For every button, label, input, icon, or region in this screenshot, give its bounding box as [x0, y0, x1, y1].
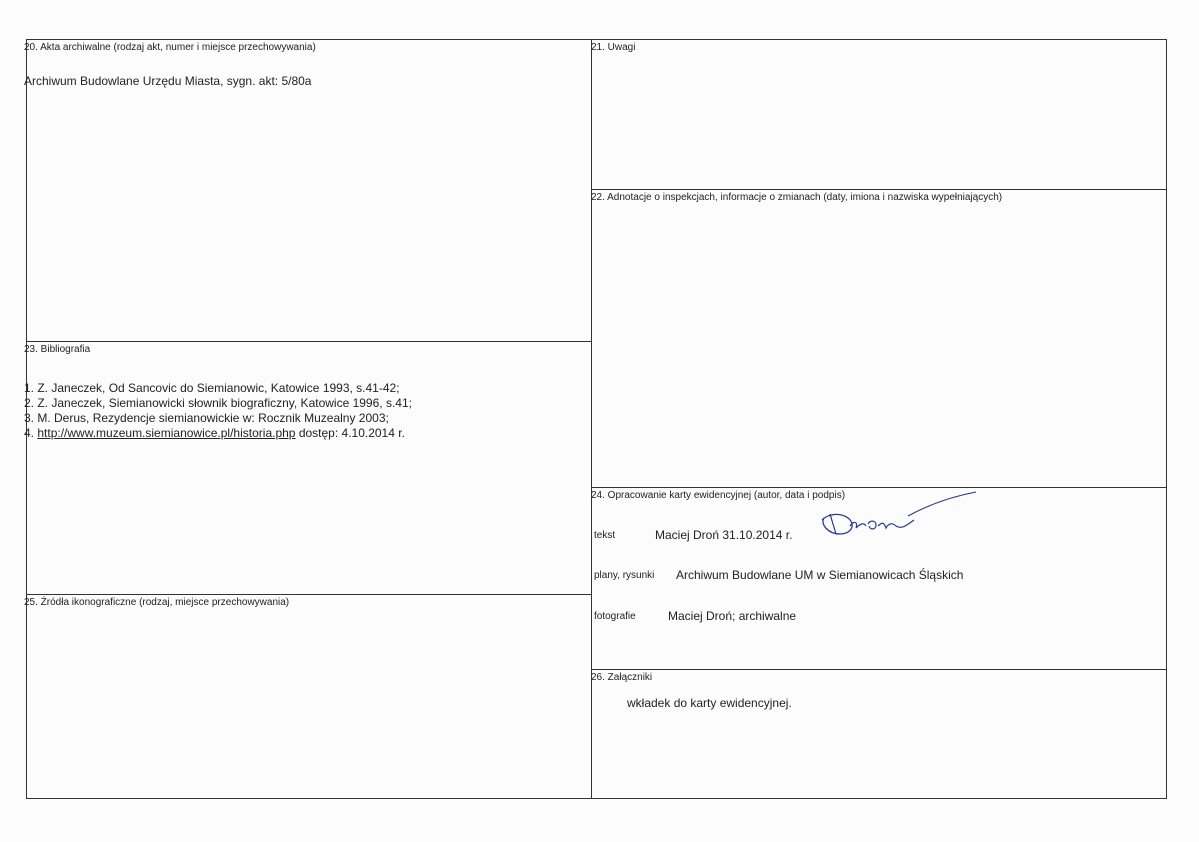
column-divider	[591, 39, 592, 799]
fotografie-value: Maciej Droń; archiwalne	[668, 609, 797, 623]
section-22-label: 22. Adnotacje o inspekcjach, informacje o zmianach (daty, imiona i nazwiska wypełniających)	[591, 192, 1003, 203]
bibliography-item	[24, 396, 412, 411]
section-24-label: 24. Opracowanie karty ewidencyjnej (autor, data i podpis)	[591, 490, 846, 501]
bibliography-item-text: Z. Janeczek, Siemianowicki słownik biograficzny, Katowice 1996, s.41;	[34, 396, 412, 410]
bibliography-item-text: M. Derus, Rezydencje siemianowickie w: Rocznik Muzealny 2003;	[34, 411, 389, 425]
fotografie-label: fotografie	[594, 611, 636, 622]
section-21-label: 21. Uwagi	[591, 42, 636, 53]
plany-label: plany, rysunki	[594, 570, 655, 581]
tekst-value: Maciej Droń 31.10.2014 r.	[655, 528, 793, 542]
section-26-label: 26. Załączniki	[591, 672, 653, 683]
divider-22-24	[591, 487, 1167, 488]
section-26-value: wkładek do karty ewidencyjnej.	[627, 696, 792, 710]
bibliography-item	[24, 426, 412, 441]
bibliography-list	[24, 381, 412, 441]
divider-21-22	[591, 189, 1167, 190]
bibliography-item	[24, 411, 412, 426]
bibliography-item	[24, 381, 412, 396]
bibliography-item-number: 2.	[24, 396, 35, 410]
bibliography-item-number: 1.	[24, 381, 35, 395]
tekst-label: tekst	[594, 530, 616, 541]
divider-24-26	[591, 669, 1167, 670]
plany-value: Archiwum Budowlane UM w Siemianowicach Śląskich	[676, 568, 964, 582]
divider-20-23	[26, 341, 592, 342]
section-20-label: 20. Akta archiwalne (rodzaj akt, numer i miejsce przechowywania)	[24, 42, 316, 53]
bibliography-item-number: 4.	[24, 426, 35, 440]
signature-image	[810, 490, 985, 550]
bibliography-link[interactable]: http://www.muzeum.siemianowice.pl/historia.php	[37, 426, 296, 440]
divider-23-25	[26, 594, 592, 595]
bibliography-item-text: dostęp: 4.10.2014 r.	[295, 426, 405, 440]
section-25-label: 25. Źródła ikonograficzne (rodzaj, miejsce przechowywania)	[24, 597, 290, 608]
section-20-value: Archiwum Budowlane Urzędu Miasta, sygn. akt: 5/80a	[24, 74, 312, 88]
section-23-label: 23. Bibliografia	[24, 344, 91, 355]
bibliography-item-number: 3.	[24, 411, 35, 425]
bibliography-item-text: Z. Janeczek, Od Sancovic do Siemianowic, Katowice 1993, s.41-42;	[34, 381, 400, 395]
